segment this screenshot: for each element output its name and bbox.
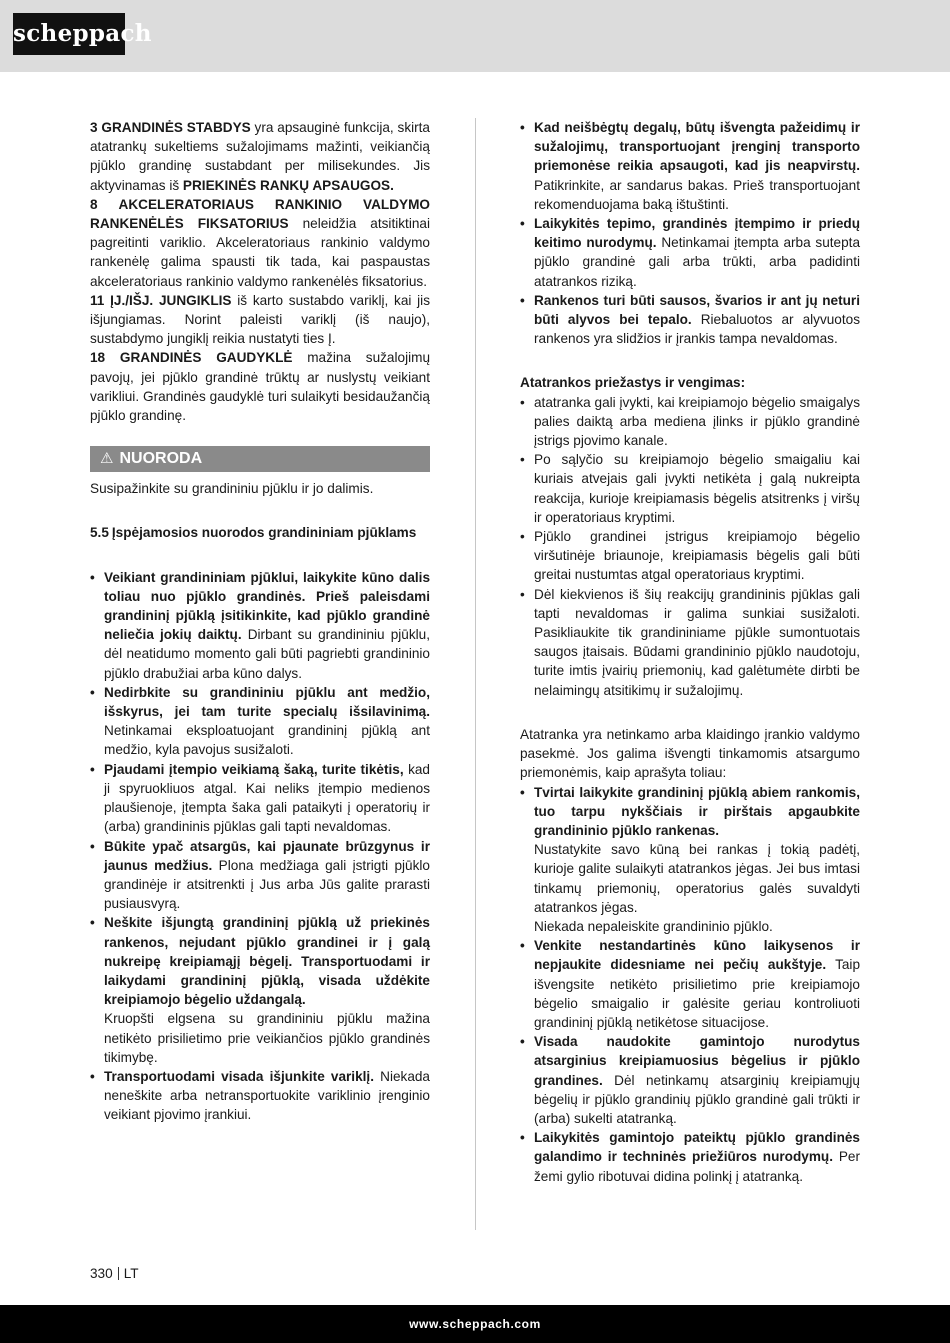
item-text: Per žemi gylio ribotuvai didina polinkį į atatranką. [534, 1149, 860, 1184]
list-item: • Rankenos turi būti sausos, švarios ir ant jų neturi būti alyvos bei tepalo. Riebaluotos ar alyvuotos rankenos yra slidžios ir įrankis tampa nevaldomas. [520, 292, 860, 347]
section-number: 5.5 [90, 525, 109, 541]
brand-logo: scheppach [13, 13, 125, 55]
list-item: • Dėl kiekvienos iš šių reakcijų grandininis pjūklas gali tapti nevaldomas ir galima sunkiai susižaloti. Pasikliaukite tik grandininiame pjūkle sumontuotais saugos įtaisais. Būdami grandininio pjūklo naudotoju, turite imtis įvairių priemonių, kad galėtumėte dirbti be nelaimingų atsitikimų ir sužalojimų. [520, 585, 860, 700]
list-item: • Veikiant grandininiam pjūklui, laikykite kūno dalis toliau nuo pjūklo grandinės. Prieš paleisdami grandininį pjūklą įsitikinkite, kad pjūklo grandinė neliečia jokių daiktų. Dirbant su grandininiu pjūklu, dėl neatidumo momento gali būti pagriebti grandininio pjūklo drabužiai arba kūno dalys. [90, 569, 430, 681]
component-text: neleidžia atsitiktinai pagreitinti variklio. Akceleratoriaus rankinio valdymo rankenėlę galima spausti tik tada, kai paspaustas akceleratoriaus rankinio valdymo rankenėlės fiksatorius. [90, 216, 430, 289]
kickback-causes-list [520, 393, 860, 700]
component-description [90, 118, 430, 195]
column-divider [475, 118, 476, 1230]
warning-icon: ⚠ [100, 450, 114, 468]
warning-list [90, 568, 430, 1125]
list-item: • Tvirtai laikykite grandininį pjūklą abiem rankomis, tuo tarpu nykščiais ir pirštais apgaubkite grandininio pjūklo rankenas. Nustatykite savo kūną bei rankas į tokią padėtį, kurioje galite sulaikyti atatrankos jėgas. Jei bus imtasi tinkamų priemonių, operatorius galės suvaldyti atatrankos jėgas. Niekada nepaleiskite grandininio pjūklo. [520, 783, 860, 937]
item-extra: Niekada nepaleiskite grandininio pjūklo. [534, 918, 773, 934]
item-text: Dirbant su grandininiu pjūklu, dėl neatidumo momento gali būti pagriebti grandininio pjūklo drabužiai arba kūno dalys. [104, 627, 430, 681]
item-bold: Laikykitės tepimo, grandinės įtempimo ir priedų keitimo nurodymų. [534, 216, 860, 251]
item-bold: Kad neišbėgtų degalų, būtų išvengta pažeidimų ir sužalojimų, transportuojant įrenginį transporto priemonėse reikia apsaugoti, kad jis neapvirstų. [534, 120, 860, 174]
item-bold: Neškite išjungtą grandininį pjūklą už priekinės rankenos, nejudant pjūklo grandinei ir į galą nukreipę kreipiamąjį bėgelį. Transportuodami ir laikydami grandininį pjūklą, visada uždėkite kreipiamojo bėgelio uždangalą. [104, 915, 430, 1008]
left-column [90, 118, 430, 1125]
item-bold: Pjaudami įtempio veikiamą šaką, turite tikėtis, [104, 761, 404, 777]
notice-title: NUORODA [119, 450, 203, 468]
item-bold: Veikiant grandininiam pjūklui, laikykite kūno dalis toliau nuo pjūklo grandinės. Prieš paleisdami grandininį pjūklą įsitikinkite, kad pjūklo grandinė neliečia jokių daiktų. [104, 569, 430, 643]
component-text: mažina sužalojimų pavojų, jei pjūklo grandinė trūktų ar nuslystų veikiant varikliui. Grandinės gaudyklė turi sulaikyti besidaužančią pjūklo grandinę. [90, 350, 430, 424]
component-text: iš karto sustabdo variklį, kai jis išjungiamas. Norint paleisti variklį (iš naujo), sustabdymo jungiklį reikia nustatyti ties Į. [90, 292, 430, 347]
item-bold: Rankenos turi būti sausos, švarios ir ant jų neturi būti alyvos bei tepalo. [534, 292, 860, 328]
list-item: • Venkite nestandartinės kūno laikysenos ir nepjaukite didesniame nei pečių aukštyje. Taip išvengsite netikėto prisilietimo prie kreipiamojo bėgelio smaigalio ir galėsite geriau kontroliuoti grandininį pjūklą netikėtose situacijose. [520, 938, 861, 1030]
list-item: • atatranka gali įvykti, kai kreipiamojo bėgelio smaigalys palies daiktą arba mediena įlinks ir pjūklo grandinė įstrigs pjovimo kanale. [520, 393, 860, 451]
page-separator [118, 1267, 119, 1280]
item-bold: Venkite nestandartinės kūno laikysenos ir nepjaukite didesniame nei pečių aukštyje. [534, 938, 860, 973]
item-extra: Kruopšti elgsena su grandininiu pjūklu mažina netikėto prisilietimo prie veikiančios pjūklo grandinės tikimybę. [104, 1011, 430, 1065]
section-heading [90, 523, 430, 542]
language-code: LT [123, 1266, 139, 1281]
website-url: www.scheppach.com [409, 1317, 541, 1331]
list-item: • Kad neišbėgtų degalų, būtų išvengta pažeidimų ir sužalojimų, transportuojant įrenginį transporto priemonėse reikia apsaugoti, kad jis neapvirstų. Patikrinkite, ar sandarus bakas. Prieš transportuojant rekomenduojama baką ištuštinti. [520, 120, 860, 212]
item-bold: Tvirtai laikykite grandininį pjūklą abiem rankomis, tuo tarpu nykščiais ir pirštais apgaubkite grandininio pjūklo rankenas. [534, 784, 860, 838]
item-text: Taip išvengsite netikėto prisilietimo prie kreipiamojo bėgelio smaigalio ir galėsite geriau kontroliuoti grandininį pjūklą netikėtose situacijose. [534, 957, 861, 1030]
list-item: • Laikykitės gamintojo pateiktų pjūklo grandinės galandimo ir techninės priežiūros nurodymų. Per žemi gylio ribotuvai didina polinkį į atatranką. [520, 1130, 860, 1184]
list-item: • Pjūklo grandinei įstrigus kreipiamojo bėgelio viršutinėje briaunoje, kreipiamasis bėgelis gali būti greitai nustumtas atgal operatoriaus kryptimi. [520, 527, 860, 585]
component-title: ĮJ./IŠJ. JUNGIKLIS [110, 292, 232, 308]
notice-text: Susipažinkite su grandininiu pjūklu ir jo dalimis. [90, 481, 374, 497]
component-number: 18 [90, 350, 106, 366]
item-text: atatranka gali įvykti, kai kreipiamojo bėgelio smaigalys palies daiktą arba mediena įlinks ir pjūklo grandinė įstrigs pjovimo kanale. [534, 394, 860, 449]
item-bold: Transportuodami visada išjunkite variklį. [104, 1068, 374, 1084]
item-extra: Nustatykite savo kūną bei rankas į tokią padėtį, kurioje galite sulaikyti atatrankos jėgas. Jei bus imtasi tinkamų priemonių, operatorius galės suvaldyti atatrankos jėgas. [534, 842, 860, 915]
item-text: Dėl netinkamų atsarginių kreipiamųjų bėgelių ir pjūklo grandinių pjūklo grandinė gali trūkti ir (arba) sukelti atatranką. [534, 1072, 860, 1126]
list-item: • Laikykitės tepimo, grandinės įtempimo ir priedų keitimo nurodymų. Netinkamai įtempta arba sutepta pjūklo grandinė gali arba trūkti, arba padidinti atatrankos riziką. [520, 216, 860, 289]
transport-list [520, 118, 860, 348]
kickback-intro: Atatranka yra netinkamo arba klaidingo įrankio valdymo pasekmė. Jos galima išvengti tinkamomis atsargumo priemonėmis, kaip aprašyta toliau: [520, 726, 860, 781]
item-text: Riebaluotos ar alyvuotos rankenos yra slidžios ir įrankis tampa nevaldomas. [534, 312, 860, 347]
component-number: 8 [90, 196, 98, 212]
component-description [90, 348, 430, 425]
component-text: yra apsauginė funkcija, skirta atatrankų sukeltiems sužalojimams mažinti, veikiančią pjūklo grandinę sustabdant per milisekundes. Jis aktyvinamas iš [90, 120, 430, 193]
component-title: GRANDINĖS GAUDYKLĖ [119, 350, 293, 366]
item-bold: Visada naudokite gamintojo nurodytus atsarginius kreipiamuosius bėgelius ir pjūklo grandines. [534, 1034, 860, 1088]
kickback-subheading: Atatrankos priežastys ir vengimas: [520, 375, 746, 391]
list-item: • Po sąlyčio su kreipiamojo bėgelio smaigaliu kai kuriais atvejais gali įvykti netikėta į galą nukreipta reakcija, kurioje kreipiamasis bėgelis atsitrenks į viršų ir operatoriaus kryptimi. [520, 450, 860, 527]
header-band [0, 0, 950, 72]
item-text: Niekada neneškite arba netransportuokite variklinio įrenginio veikiant pjovimo įrankiui. [104, 1068, 430, 1123]
list-item: • Būkite ypač atsargūs, kai pjaunate brūzgynus ir jaunus medžius. Plona medžiaga gali įstrigti pjūklo grandinėje ir atsitrenkti į Jus arba Jūs galite prarasti pusiausvyrą. [90, 838, 430, 912]
component-description [90, 291, 430, 349]
list-item: • Transportuodami visada išjunkite variklį. Niekada neneškite arba netransportuokite variklinio įrenginio veikiant pjovimo įrankiui. [90, 1068, 430, 1123]
item-text: Patikrinkite, ar sandarus bakas. Prieš transportuojant rekomenduojama baką ištuštinti. [534, 177, 860, 212]
list-item: • Nedirbkite su grandininiu pjūklu ant medžio, išskyrus, jei tam turite specialų išsilavinimą. Netinkamai eksploatuojant grandininį pjūklą ant medžio, kyla pavojus susižaloti. [90, 684, 430, 758]
footer-band [0, 1305, 950, 1343]
section-title: Įspėjamosios nuorodos grandininiam pjūklams [111, 525, 417, 541]
component-description [90, 195, 430, 291]
component-title: AKCELERATORIAUS RANKINIO VALDYMO RANKENĖLĖS FIKSATORIUS [90, 196, 431, 232]
item-text: Netinkamai įtempta arba sutepta pjūklo grandinė gali arba trūkti, arba padidinti atatrankos riziką. [534, 235, 860, 289]
item-bold: Laikykitės gamintojo pateiktų pjūklo grandinės galandimo ir techninės priežiūros nurodymų. [534, 1130, 860, 1165]
item-bold: Būkite ypač atsargūs, kai pjaunate brūzgynus ir jaunus medžius. [104, 838, 430, 873]
item-text: Po sąlyčio su kreipiamojo bėgelio smaigaliu kai kuriais atvejais gali įvykti netikėta į galą nukreipta reakcija, kurioje kreipiamasis bėgelis atsitrenks į viršų ir operatoriaus kryptimi. [534, 452, 860, 525]
right-column [520, 118, 860, 1186]
item-text: Netinkamai eksploatuojant grandininį pjūklą ant medžio, kyla pavojus susižaloti. [104, 723, 430, 758]
item-text: Pjūklo grandinei įstrigus kreipiamojo bėgelio viršutinėje briaunoje, kreipiamasis bėgelis gali būti greitai nustumtas atgal operatoriaus kryptimi. [534, 529, 860, 583]
item-text: Dėl kiekvienos iš šių reakcijų grandininis pjūklas gali tapti nevaldomas ir galima sunkiai susižaloti. Pasikliaukite tik grandininiame pjūkle sumontuotais saugos įtaisais. Būdami grandininio pjūklo naudotoju, turite imtis įvairių priemonių, kad galėtumėte dirbti be nelaimingų atsitikimų ir sužalojimų. [534, 586, 860, 698]
item-text: kad ji spyruokliuos atgal. Kai neliks įtempio medienos plaušienoje, įtempta šaka gali pataikyti į operatorių ir (arba) grandininis pjūklas gali tapti nevaldomas. [104, 761, 430, 835]
notice-banner [90, 446, 430, 472]
list-item: • Neškite išjungtą grandininį pjūklą už priekinės rankenos, nejudant pjūklo grandinei ir į galą nukreipę kreipiamąjį bėgelį. Transportuodami ir laikydami grandininį pjūklą, visada uždėkite kreipiamojo bėgelio uždangalą. Kruopšti elgsena su grandininiu pjūklu mažina netikėto prisilietimo prie veikiančios pjūklo grandinės tikimybę. [90, 913, 430, 1067]
kickback-prevention-list [520, 783, 860, 1186]
page-number [90, 1264, 139, 1283]
component-title: GRANDINĖS STABDYS [101, 120, 251, 135]
item-text: Plona medžiaga gali įstrigti pjūklo grandinėje ir atsitrenkti į Jus arba Jūs galite prarasti pusiausvyrą. [104, 857, 430, 912]
page-number-value: 330 [90, 1266, 113, 1281]
list-item: • Visada naudokite gamintojo nurodytus atsarginius kreipiamuosius bėgelius ir pjūklo grandines. Dėl netinkamų atsarginių kreipiamųjų bėgelių ir pjūklo grandinių pjūklo grandinė gali trūkti ir (arba) sukelti atatranką. [520, 1034, 860, 1126]
item-bold: Nedirbkite su grandininiu pjūklu ant medžio, išskyrus, jei tam turite specialų išsilavinimą. [104, 684, 430, 720]
component-ref: PRIEKINĖS RANKŲ APSAUGOS. [182, 177, 394, 193]
list-item: • Pjaudami įtempio veikiamą šaką, turite tikėtis, kad ji spyruokliuos atgal. Kai neliks įtempio medienos plaušienoje, įtempta šaka gali pataikyti į operatorių ir (arba) grandininis pjūklas gali tapti nevaldomas. [90, 761, 430, 835]
component-number: 3 [90, 120, 98, 135]
component-number: 11 [90, 292, 105, 308]
